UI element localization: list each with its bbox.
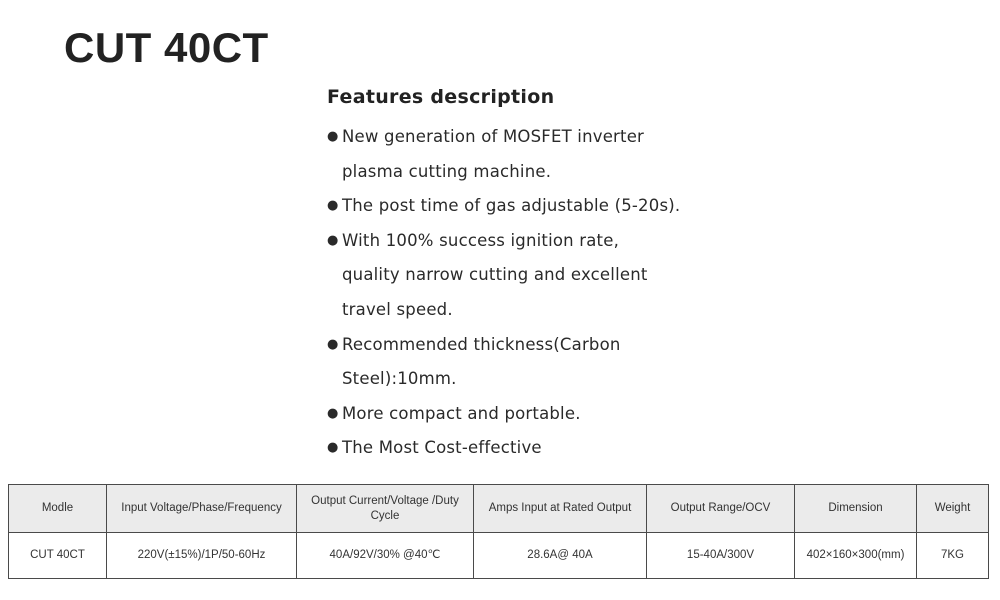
spec-table [8,484,989,579]
feature-line: travel speed. [342,299,453,319]
cell-output-range: 15-40A/300V [647,533,795,579]
cell-dimension: 402×160×300(mm) [795,533,917,579]
feature-line: New generation of MOSFET inverter [342,127,645,146]
bullet-icon: ● [327,198,339,214]
feature-item [327,189,747,224]
feature-line: Recommended thickness(Carbon [342,334,621,354]
bullet-icon: ● [327,440,339,456]
feature-list [327,120,747,466]
header-output-range: Output Range/OCV [647,485,795,533]
feature-item [327,120,747,189]
features-section [327,86,747,466]
cell-input-voltage: 220V(±15%)/1P/50-60Hz [107,533,297,579]
bullet-icon: ● [327,129,339,144]
bullet-icon: ● [327,405,339,421]
header-output-current: Output Current/Voltage /Duty Cycle [297,485,474,533]
product-title: CUT 40CT [64,24,269,71]
header-model: Modle [9,485,107,533]
table-header-row [9,485,989,533]
cell-weight: 7KG [917,533,989,579]
feature-line: The post time of gas adjustable (5-20s). [342,196,681,216]
header-input-voltage: Input Voltage/Phase/Frequency [107,485,297,533]
feature-line: Steel):10mm. [342,369,457,389]
bullet-icon: ● [327,336,339,352]
header-amps-input: Amps Input at Rated Output [474,485,647,533]
table-row [9,533,989,579]
cell-output-current: 40A/92V/30% @40℃ [297,533,474,579]
feature-line: quality narrow cutting and excellent [342,265,648,285]
feature-item [327,397,747,432]
feature-line: plasma cutting machine. [342,161,552,181]
header-dimension: Dimension [795,485,917,533]
cell-model: CUT 40CT [9,533,107,579]
header-weight: Weight [917,485,989,533]
feature-item [327,431,747,466]
feature-line: More compact and portable. [342,403,581,423]
bullet-icon: ● [327,232,339,248]
feature-item [327,224,747,328]
feature-item [327,328,747,397]
feature-line: With 100% success ignition rate, [342,230,620,250]
cell-amps-input: 28.6A@ 40A [474,533,647,579]
features-heading: Features description [327,86,555,108]
feature-line: The Most Cost-effective [342,438,542,458]
